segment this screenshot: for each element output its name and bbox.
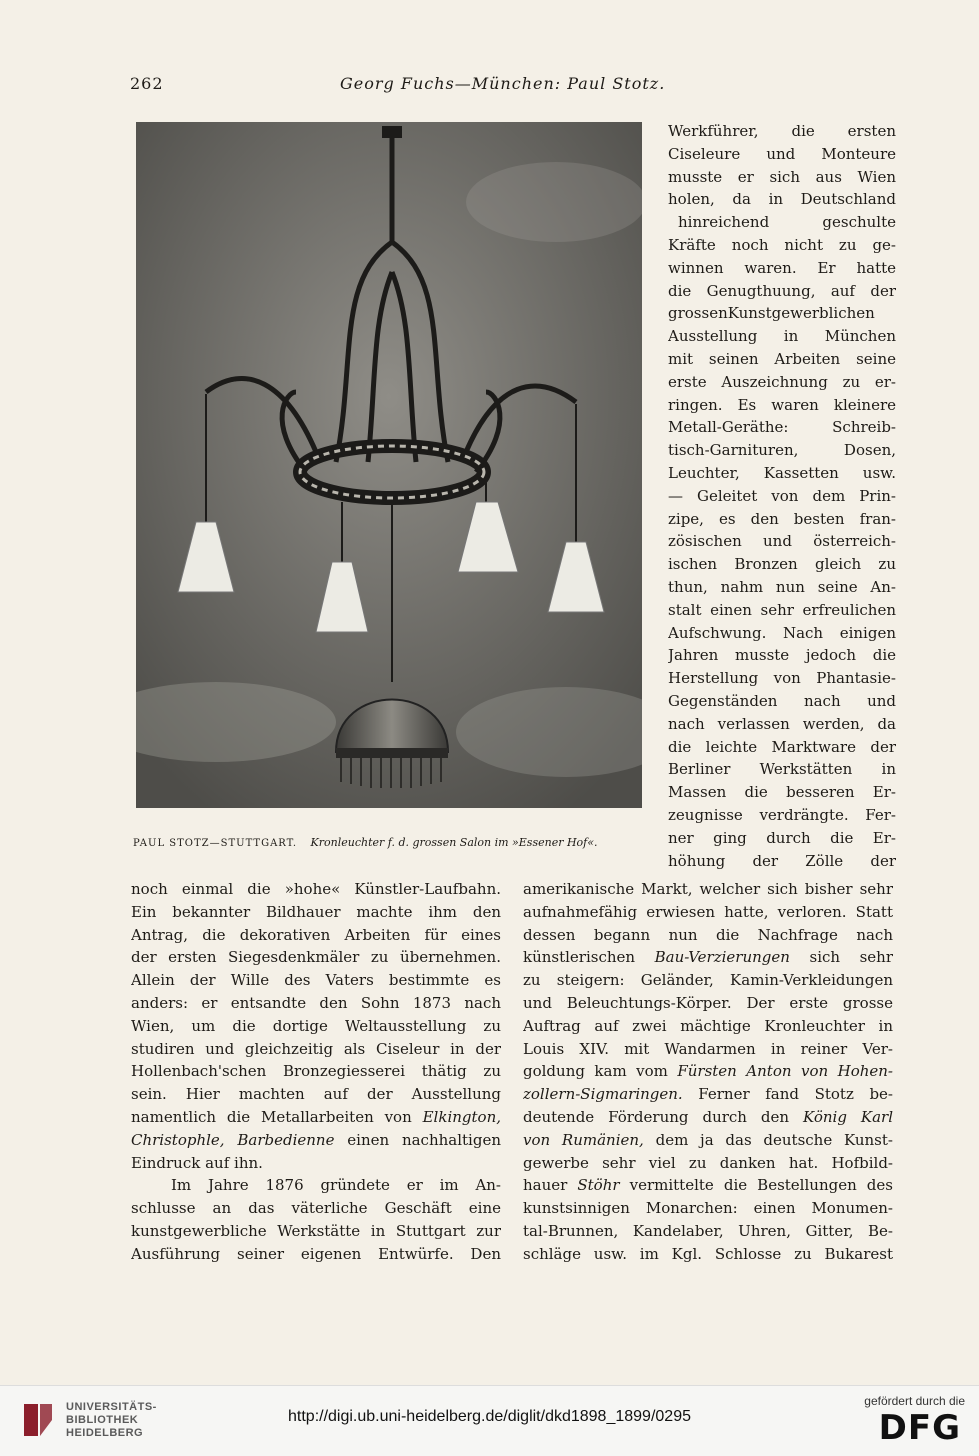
italic-name: Fürsten Anton von Hohen- (677, 1062, 893, 1081)
text-line: amerikanische Markt, welcher sich bisher sehr (523, 880, 893, 898)
text-line: winnen waren. Er hatte (668, 258, 896, 277)
text-line (523, 1083, 893, 1106)
text-line: Herstellung von Phantasie- (668, 669, 896, 688)
text-line (523, 1106, 893, 1129)
text-line (523, 1174, 893, 1197)
text-line: ischen Bronzen gleich zu (668, 555, 896, 574)
text-run: deutende Förderung durch den (523, 1107, 790, 1126)
text-line: Ciseleure und Monteure (668, 144, 896, 163)
permalink-url[interactable]: http://digi.ub.uni-heidelberg.de/diglit/dkd1898_1899/0295 (288, 1408, 691, 1425)
italic-name: zollern-Sigmaringen. (523, 1085, 683, 1104)
text-line: Wien, um die dortige Weltausstellung zu (131, 1016, 501, 1035)
text-line: Ein bekannter Bildhauer machte ihm den (131, 902, 501, 921)
text-line: tisch-Garnituren, Dosen, (668, 441, 896, 460)
text-line (523, 946, 893, 969)
university-name-line: HEIDELBERG (66, 1427, 144, 1439)
text-line: die leichte Marktware der (668, 737, 896, 756)
caption-title: Kronleuchter f. d. grossen Salon im »Essener Hof«. (310, 836, 598, 849)
text-line: zeugnisse verdrängte. Fer- (668, 805, 896, 824)
text-line: zipe, es den besten fran- (668, 509, 896, 528)
italic-name: Elkington, (422, 1107, 501, 1126)
running-head (130, 74, 895, 98)
text-run: namentlich die Metallarbeiten von (131, 1107, 412, 1126)
text-line: thun, nahm nun seine An- (668, 577, 896, 596)
text-line: ner ging durch die Er- (668, 828, 896, 847)
text-run: goldung kam vom (523, 1062, 668, 1081)
text-line: Ausführung seiner eigenen Entwürfe. Den (131, 1244, 501, 1263)
chandelier-figure (136, 122, 642, 808)
text-line: — Geleitet von dem Prin- (668, 486, 896, 505)
text-line: noch einmal die »hohe« Künstler-Laufbahn. (131, 880, 501, 898)
text-line: tal-Brunnen, Kandelaber, Uhren, Gitter, Be- (523, 1221, 893, 1240)
chandelier-illustration-icon (136, 122, 642, 808)
text-line: Leuchter, Kassetten usw. (668, 463, 896, 482)
text-line: zu steigern: Geländer, Kamin-Verkleidungen (523, 971, 893, 990)
text-line: Auftrag auf zwei mächtige Kronleuchter in (523, 1016, 893, 1035)
italic-name: Stöhr (577, 1176, 620, 1195)
text-line: musste er sich aus Wien (668, 167, 896, 186)
text-line: Kräfte noch nicht zu ge- (668, 235, 896, 254)
text-line: und Beleuchtungs-Körper. Der erste grosse (523, 993, 893, 1012)
funding-label: gefördert durch die (864, 1394, 965, 1408)
text-line: Louis XIV. mit Wandarmen in reiner Ver- (523, 1039, 893, 1058)
text-line: Werkführer, die ersten (668, 122, 896, 140)
text-line: die Genugthuung, auf der (668, 281, 896, 300)
text-line: Im Jahre 1876 gründete er im An- (171, 1176, 501, 1195)
italic-term: Bau-Verzierungen (654, 948, 790, 967)
dfg-logo: DFG (878, 1408, 961, 1448)
text-line: zösischen und österreich- (668, 532, 896, 551)
italic-name: König Karl (803, 1107, 893, 1126)
text-line: höhung der Zölle der (668, 851, 896, 870)
text-run: sich sehr (809, 948, 893, 967)
text-line: aufnahmefähig erwiesen hatte, verloren. Statt (523, 902, 893, 921)
text-line: Aufschwung. Nach einigen (668, 623, 896, 642)
italic-name: Christophle, Barbedienne (131, 1130, 335, 1149)
text-line: ringen. Es waren kleinere (668, 395, 896, 414)
text-line (523, 1129, 893, 1152)
text-line: sein. Hier machten auf der Ausstellung (131, 1085, 501, 1104)
text-line: stalt einen sehr erfreulichen (668, 600, 896, 619)
university-name-line: UNIVERSITÄTS- (66, 1401, 157, 1413)
text-line: gewerbe sehr viel zu danken hat. Hofbild- (523, 1153, 893, 1172)
text-line (131, 1106, 501, 1129)
text-line: der ersten Siegesdenkmäler zu übernehmen. (131, 948, 501, 967)
text-run: hauer (523, 1176, 568, 1195)
figure-caption (133, 836, 648, 856)
text-line: kunstgewerbliche Werkstätte in Stuttgart zur (131, 1221, 501, 1240)
text-line: schläge usw. im Kgl. Schlosse zu Bukarest (523, 1244, 893, 1263)
text-line: holen, da in Deutschland (668, 190, 896, 209)
text-line (131, 1129, 501, 1152)
text-run: einen nachhaltigen (347, 1130, 501, 1149)
text-line: Massen die besseren Er- (668, 783, 896, 802)
text-line: Allein der Wille des Vaters bestimmte es (131, 971, 501, 990)
text-line: grossenKunstgewerblichen (668, 304, 875, 323)
university-name-line: BIBLIOTHEK (66, 1414, 139, 1426)
text-line: kunstsinnigen Monarchen: einen Monumen- (523, 1199, 893, 1218)
text-line: Ausstellung in München (668, 327, 896, 346)
text-line: Berliner Werkstätten in (668, 760, 896, 779)
text-line: Eindruck auf ihn. (131, 1153, 263, 1172)
text-line: schlusse an das väterliche Geschäft eine (131, 1199, 501, 1218)
text-line (523, 1060, 893, 1083)
text-line: mit seinen Arbeiten seine (668, 349, 896, 368)
text-line: Antrag, die dekorativen Arbeiten für eines (131, 925, 501, 944)
left-text-column (131, 878, 501, 1266)
running-title: Georg Fuchs—München: Paul Stotz. (340, 74, 666, 93)
text-line: dessen begann nun die Nachfrage nach (523, 925, 893, 944)
text-line: studiren und gleichzeitig als Ciseleur in der (131, 1039, 501, 1058)
viewer-footer (0, 1385, 979, 1456)
right-text-column (523, 878, 893, 1266)
caption-author: PAUL STOTZ—STUTTGART. (133, 838, 298, 849)
text-run: vermittelte die Bestellungen des (629, 1176, 893, 1195)
text-run: dem ja das deutsche Kunst- (655, 1130, 893, 1149)
text-line: Gegenständen nach und (668, 691, 896, 710)
text-line: hinreichend geschulte (678, 213, 896, 232)
text-line: anders: er entsandte den Sohn 1873 nach (131, 993, 501, 1012)
text-run: künstlerischen (523, 948, 636, 967)
text-line: erste Auszeichnung zu er- (668, 372, 896, 391)
text-line: Hollenbach'schen Bronzegiesserei thätig zu (131, 1062, 501, 1081)
text-line: Metall-Geräthe: Schreib- (668, 418, 896, 437)
italic-name: von Rumänien, (523, 1130, 644, 1149)
text-line: Jahren musste jedoch die (668, 646, 896, 665)
page-number: 262 (130, 74, 164, 93)
side-text-column (668, 120, 896, 872)
text-line: nach verlassen werden, da (668, 714, 896, 733)
text-run: Ferner fand Stotz be- (698, 1085, 893, 1104)
